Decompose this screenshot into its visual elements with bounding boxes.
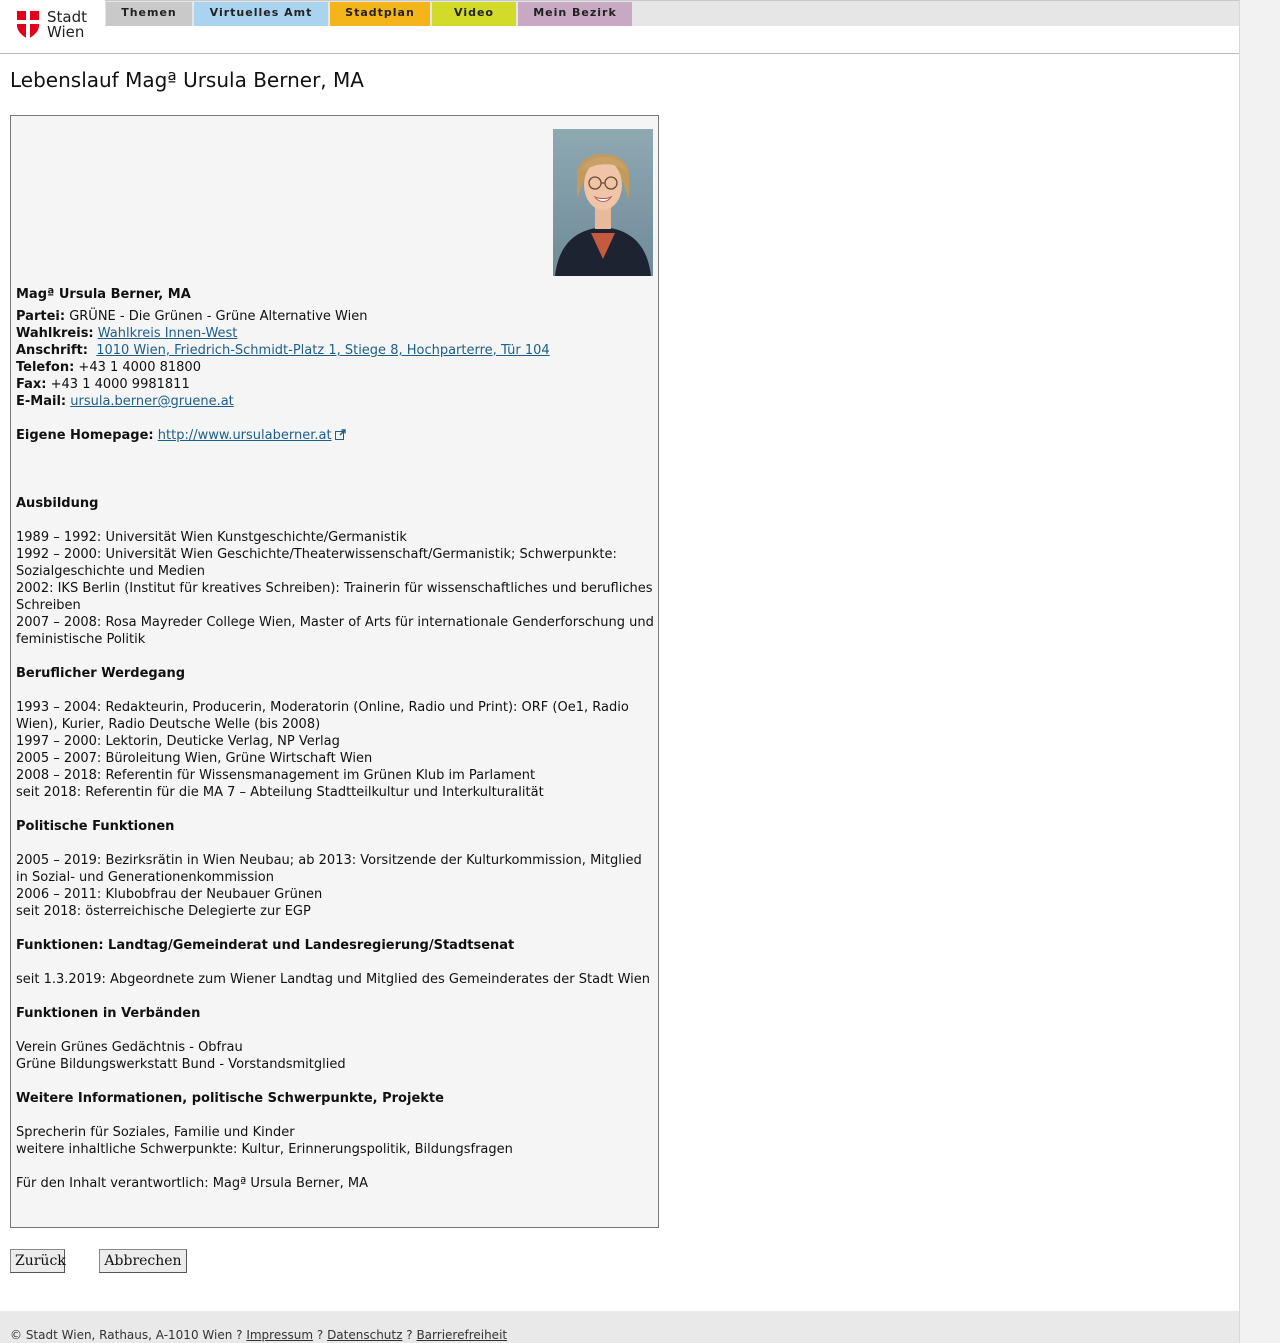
- responsible-note: Für den Inhalt verantwortlich: Magª Ursula Berner, MA: [16, 1176, 368, 1191]
- politik-line: 2005 – 2019: Bezirksrätin in Wien Neubau; ab 2013: Vorsitzende der Kulturkommission, Mitglied in Sozial- und Generationenkommission: [16, 853, 642, 885]
- weitere-line: weitere inhaltliche Schwerpunkte: Kultur, Erinnerungspolitik, Bildungsfragen: [16, 1142, 513, 1157]
- stadt-wien-logo[interactable]: [17, 10, 97, 42]
- impressum-link[interactable]: Impressum: [246, 1328, 314, 1342]
- profile-name: Magª Ursula Berner, MA: [16, 287, 191, 302]
- section-title-landtag: Funktionen: Landtag/Gemeinderat und Landesregierung/Stadtsenat: [16, 938, 515, 953]
- footer-separator: ?: [406, 1328, 413, 1342]
- footer-text: [10, 1328, 507, 1342]
- homepage-row: [16, 427, 656, 444]
- email-row: [16, 393, 656, 410]
- site-header: [0, 0, 1239, 54]
- beruf-line: 1997 – 2000: Lektorin, Deuticke Verlag, NP Verlag: [16, 734, 340, 749]
- tab-themen[interactable]: Themen: [106, 2, 192, 26]
- section-title-verbaende: Funktionen in Verbänden: [16, 1006, 201, 1021]
- homepage-label: Eigene Homepage:: [16, 428, 154, 443]
- address-row: [16, 342, 656, 359]
- section-title-weitere: Weitere Informationen, politische Schwerpunkte, Projekte: [16, 1091, 444, 1106]
- landtag-line: seit 1.3.2019: Abgeordnete zum Wiener Landtag und Mitglied des Gemeinderates der Stadt Wien: [16, 972, 650, 987]
- main-navigation: [105, 0, 1239, 26]
- email-label: E-Mail:: [16, 394, 67, 409]
- portrait-photo: [553, 129, 653, 276]
- phone-value: +43 1 4000 81800: [78, 360, 201, 375]
- wahlkreis-label: Wahlkreis:: [16, 326, 94, 341]
- logo-line-1: Stadt: [47, 8, 87, 26]
- datenschutz-link[interactable]: Datenschutz: [327, 1328, 403, 1342]
- email-link[interactable]: ursula.berner@gruene.at: [70, 394, 234, 409]
- tab-video[interactable]: Video: [432, 2, 516, 26]
- party-value: GRÜNE - Die Grünen - Grüne Alternative Wien: [69, 309, 368, 324]
- politik-line: seit 2018: österreichische Delegierte zur EGP: [16, 904, 311, 919]
- wahlkreis-link[interactable]: Wahlkreis Innen-West: [97, 326, 238, 341]
- beruf-line: 1993 – 2004: Redakteurin, Producerin, Moderatorin (Online, Radio und Print): ORF (Oe1, Radio Wien), Kurier, Radio Deutsche Welle (bis 2008): [16, 700, 629, 732]
- section-title-ausbildung: Ausbildung: [16, 496, 99, 511]
- beruf-line: 2005 – 2007: Büroleitung Wien, Grüne Wirtschaft Wien: [16, 751, 373, 766]
- logo-line-2: Wien: [47, 23, 85, 41]
- ausbildung-line: 1992 – 2000: Universität Wien Geschichte/Theaterwissenschaft/Germanistik; Schwerpunkte: Sozialgeschichte und Medien: [16, 547, 617, 579]
- cv-panel: [10, 115, 659, 1228]
- homepage-link[interactable]: http://www.ursulaberner.at: [157, 428, 332, 443]
- portrait-illustration: [553, 129, 653, 276]
- phone-label: Telefon:: [16, 360, 75, 375]
- address-link[interactable]: 1010 Wien, Friedrich-Schmidt-Platz 1, Stiege 8, Hochparterre, Tür 104: [96, 343, 550, 358]
- footer-copyright: © Stadt Wien, Rathaus, A-1010 Wien ?: [10, 1328, 243, 1342]
- ausbildung-line: 2002: IKS Berlin (Institut für kreatives Schreiben): Trainerin für wissenschaftliches und berufliches Schreiben: [16, 581, 653, 613]
- wahlkreis-row: [16, 325, 656, 342]
- tab-mein-bezirk[interactable]: Mein Bezirk: [518, 2, 632, 26]
- back-button[interactable]: Zurück: [10, 1249, 65, 1273]
- weitere-line: Sprecherin für Soziales, Familie und Kinder: [16, 1125, 295, 1140]
- party-label: Partei:: [16, 309, 66, 324]
- scrollbar-gutter: [1239, 0, 1280, 1343]
- footer-separator: ?: [316, 1328, 324, 1342]
- address-label: Anschrift:: [16, 343, 88, 358]
- cancel-button[interactable]: Abbrechen: [99, 1249, 187, 1273]
- verbaende-line: Grüne Bildungswerkstatt Bund - Vorstandsmitglied: [16, 1057, 346, 1072]
- site-footer: [0, 1311, 1239, 1343]
- ausbildung-line: 1989 – 1992: Universität Wien Kunstgeschichte/Germanistik: [16, 530, 407, 545]
- section-title-politik: Politische Funktionen: [16, 819, 175, 834]
- section-title-beruf: Beruflicher Werdegang: [16, 666, 186, 681]
- verbaende-line: Verein Grünes Gedächtnis - Obfrau: [16, 1040, 243, 1055]
- tab-stadtplan[interactable]: Stadtplan: [330, 2, 430, 26]
- fax-label: Fax:: [16, 377, 47, 392]
- ausbildung-line: 2007 – 2008: Rosa Mayreder College Wien, Master of Arts für internationale Genderforschung und feministische Politik: [16, 615, 654, 647]
- external-link-icon: [335, 429, 346, 440]
- barrierefreiheit-link[interactable]: Barrierefreiheit: [416, 1328, 508, 1342]
- fax-row: [16, 376, 656, 393]
- beruf-line: 2008 – 2018: Referentin für Wissensmanagement im Grünen Klub im Parlament: [16, 768, 536, 783]
- logo-text: [47, 10, 87, 40]
- fax-value: +43 1 4000 9981811: [50, 377, 190, 392]
- politik-line: 2006 – 2011: Klubobfrau der Neubauer Grünen: [16, 887, 323, 902]
- party-row: [16, 308, 656, 325]
- beruf-line: seit 2018: Referentin für die MA 7 – Abteilung Stadtteilkultur und Interkulturalität: [16, 785, 544, 800]
- vienna-coat-of-arms-icon: [17, 11, 39, 39]
- tab-virtuelles-amt[interactable]: Virtuelles Amt: [194, 2, 328, 26]
- phone-row: [16, 359, 656, 376]
- page-title: Lebenslauf Magª Ursula Berner, MA: [10, 68, 364, 92]
- cv-content: [16, 286, 656, 1192]
